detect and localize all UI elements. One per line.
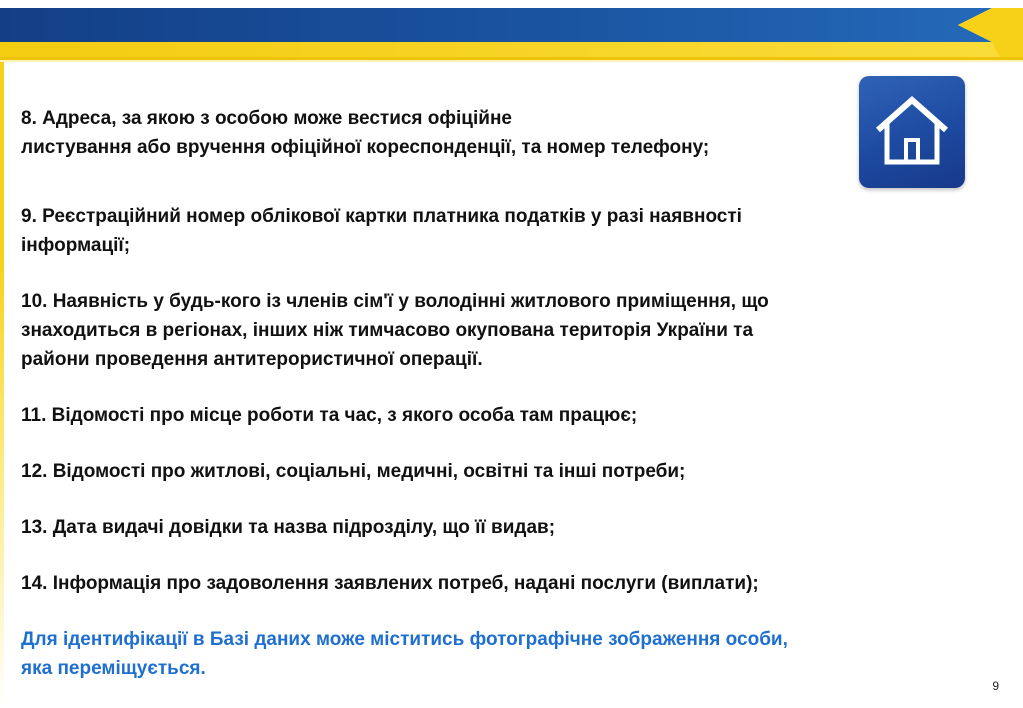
note-line: яка переміщується. <box>21 658 206 679</box>
list-item-10 <box>21 287 981 374</box>
item-line: райони проведення антитерористичної операції. <box>21 349 483 370</box>
left-accent-bar <box>0 62 4 708</box>
header-banner <box>0 0 1023 62</box>
list-item-14 <box>21 569 981 598</box>
item-line: 13. Дата видачі довідки та назва підрозділу, що її видав; <box>21 517 556 538</box>
item-line: 8. Адреса, за якою з особою може вестися офіційне <box>21 108 512 129</box>
item-line: інформації; <box>21 235 131 256</box>
item-line: 14. Інформація про задоволення заявлених потреб, надані послуги (виплати); <box>21 573 759 594</box>
item-line: 9. Реєстраційний номер облікової картки платника податків у разі наявності <box>21 206 742 227</box>
item-line: листування або вручення офіційної кореспонденції, та номер телефону; <box>21 137 710 158</box>
page-number: 9 <box>992 679 999 693</box>
note-line: Для ідентифікації в Базі даних може міститись фотографічне зображення особи, <box>21 629 788 650</box>
list-item-11 <box>21 401 981 430</box>
slide-content <box>21 104 981 683</box>
list-item-8 <box>21 104 981 162</box>
item-line: 12. Відомості про житлові, соціальні, медичні, освітні та інші потреби; <box>21 461 686 482</box>
item-line: 10. Наявність у будь-кого із членів сім'ї у володінні житлового приміщення, що <box>21 291 769 312</box>
item-line: 11. Відомості про місце роботи та час, з якого особа там працює; <box>21 405 638 426</box>
identification-note <box>21 625 981 683</box>
item-line: знаходиться в регіонах, інших ніж тимчасово окупована територія України та <box>21 320 754 341</box>
list-item-12 <box>21 457 981 486</box>
list-item-13 <box>21 513 981 542</box>
list-item-9 <box>21 202 981 260</box>
